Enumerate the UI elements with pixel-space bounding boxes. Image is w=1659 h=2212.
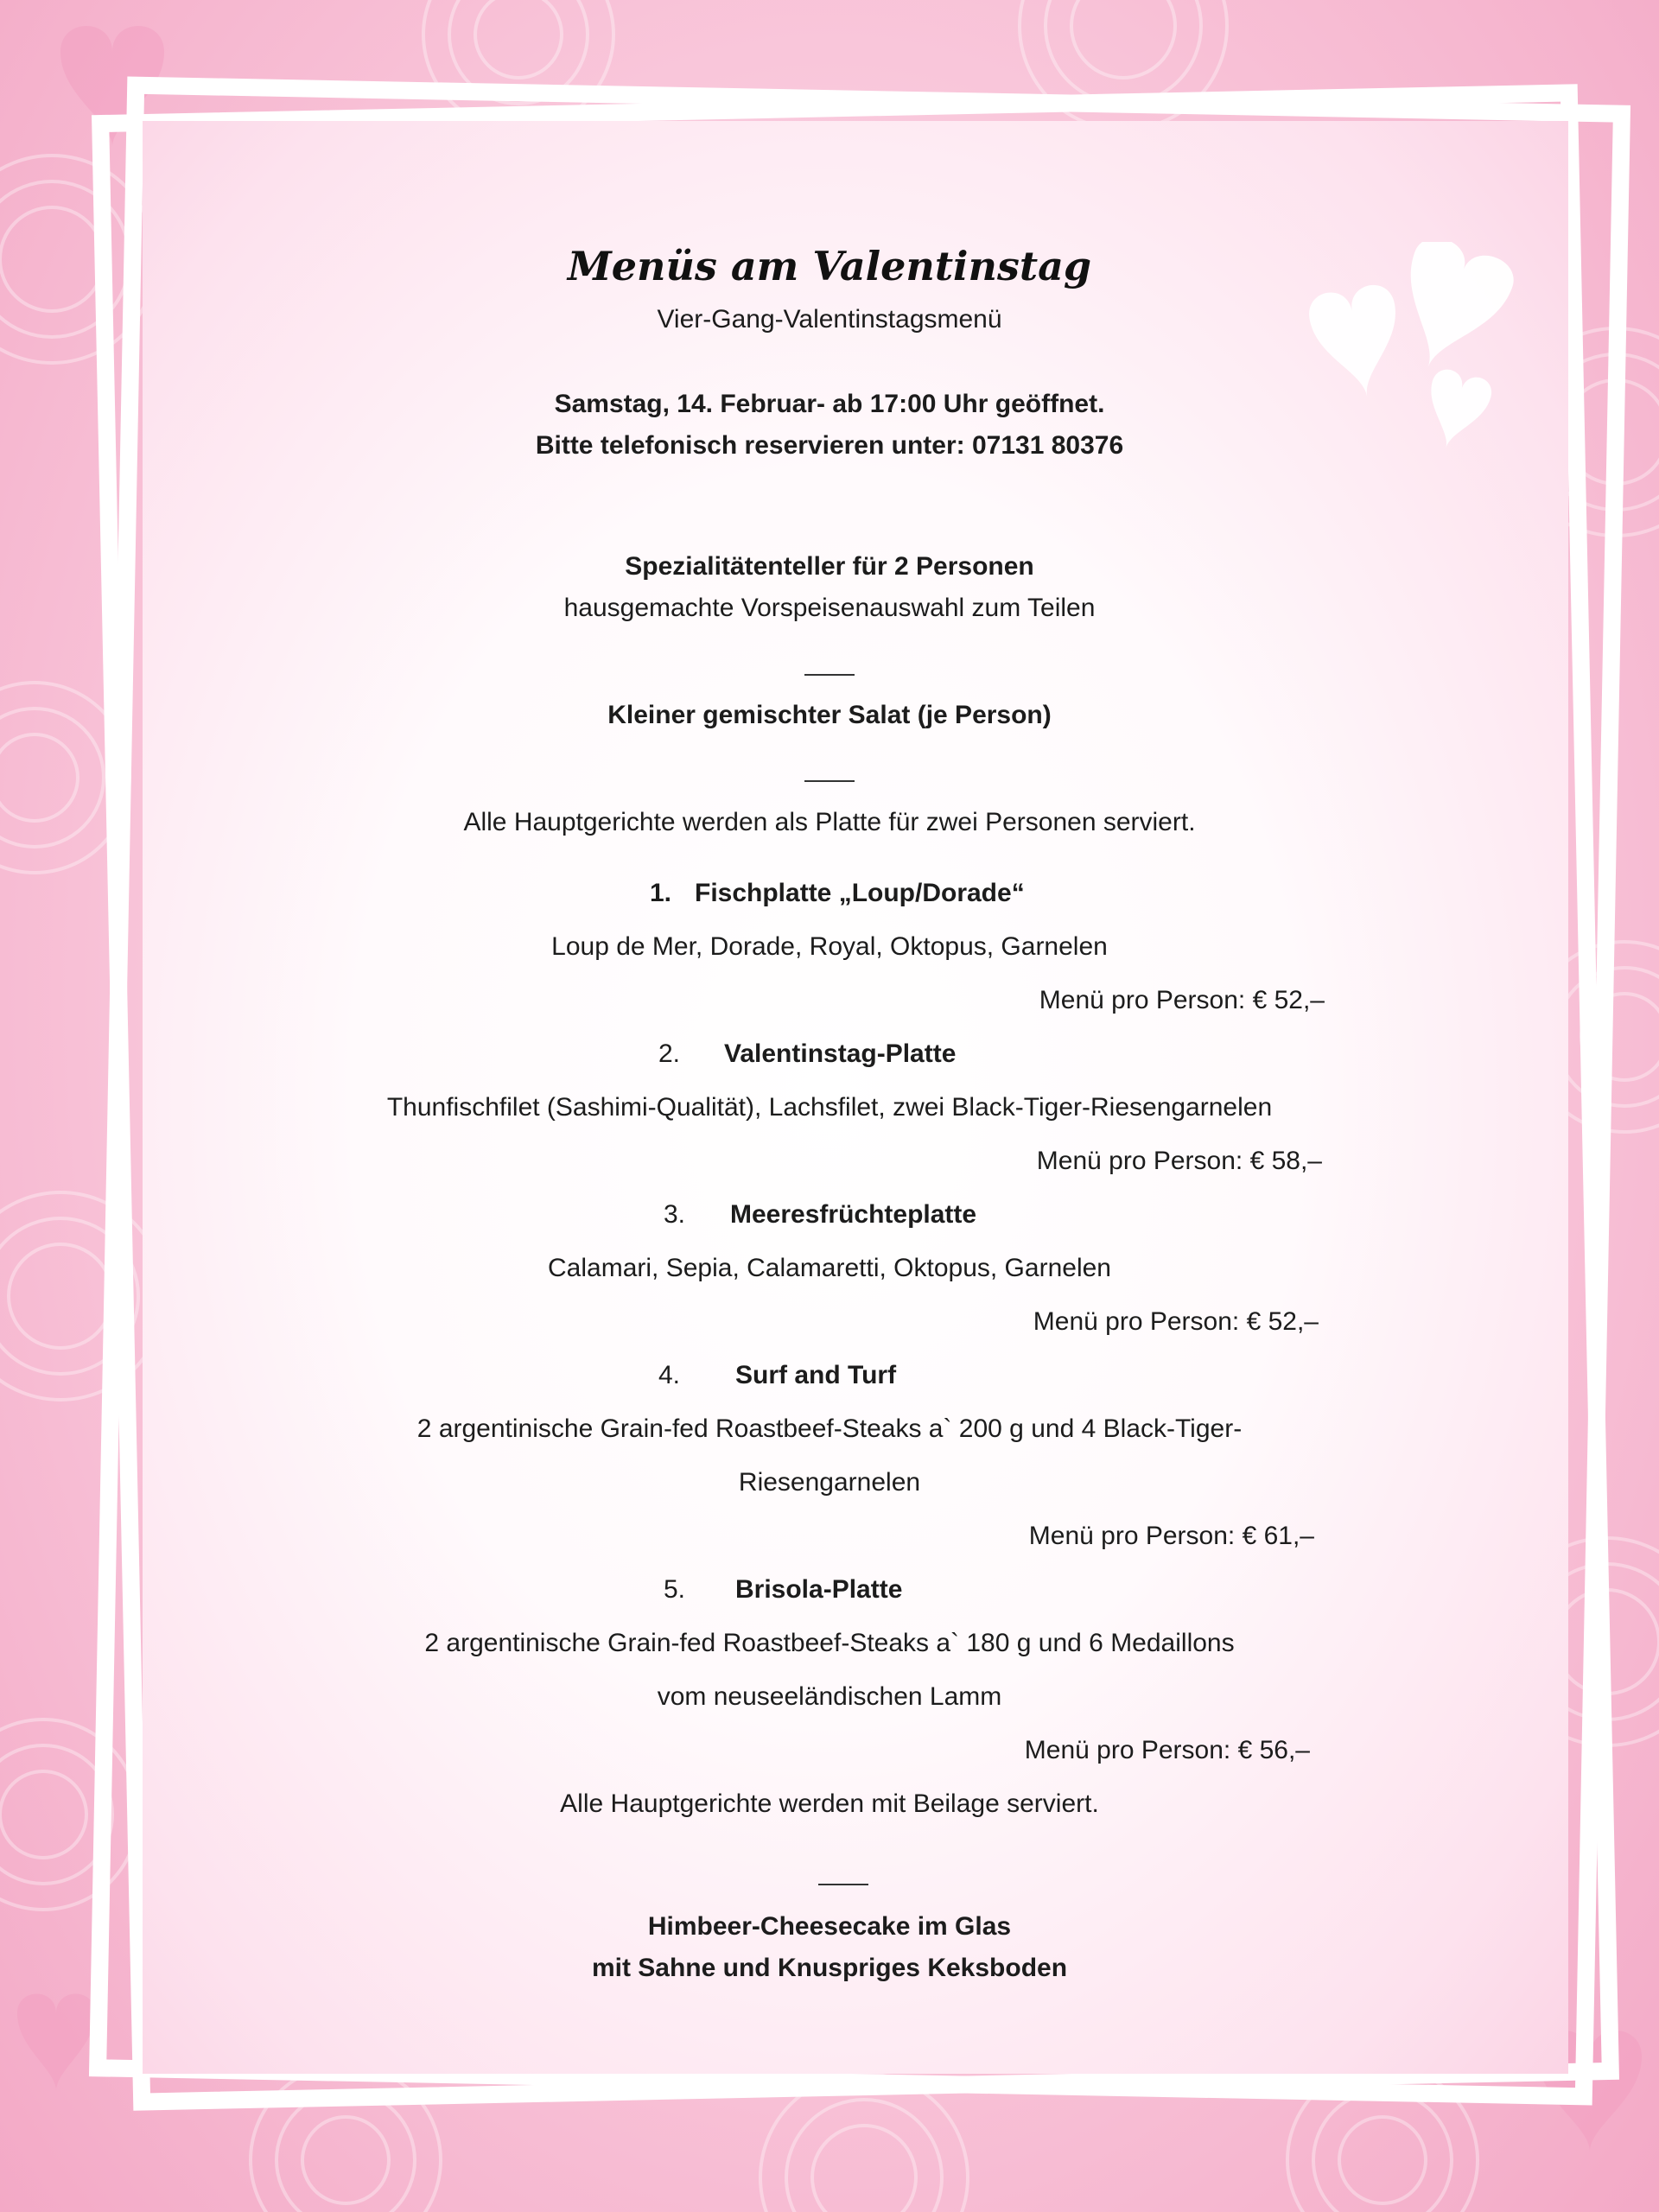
starter-description: hausgemachte Vorspeisenauswahl zum Teilen xyxy=(563,594,1096,622)
separator-line xyxy=(804,674,855,676)
course-price: Menü pro Person: € 61,– xyxy=(1028,1522,1314,1550)
separator-line xyxy=(804,780,855,782)
reservation-line: Bitte telefonisch reservieren unter: 07131 80376 xyxy=(535,431,1124,460)
course-name: Brisola-Platte xyxy=(735,1575,903,1604)
course-name: Surf and Turf xyxy=(735,1361,897,1389)
dessert-title: Himbeer-Cheesecake im Glas xyxy=(647,1912,1012,1941)
course-number: 4. xyxy=(658,1361,681,1389)
course-name: Fischplatte „Loup/Dorade“ xyxy=(695,879,1025,907)
course-description: Calamari, Sepia, Calamaretti, Oktopus, Garnelen xyxy=(548,1254,1111,1282)
dessert-subtitle: mit Sahne und Knuspriges Keksboden xyxy=(591,1954,1068,1982)
course-description: 2 argentinische Grain-fed Roastbeef-Steaks a` 200 g und 4 Black-Tiger- xyxy=(416,1414,1243,1443)
course-description: Thunfischfilet (Sashimi-Qualität), Lachsfilet, zwei Black-Tiger-Riesengarnelen xyxy=(386,1093,1273,1122)
course-description: Riesengarnelen xyxy=(738,1468,921,1497)
course-number: 5. xyxy=(664,1575,686,1604)
course-name: Meeresfrüchteplatte xyxy=(730,1200,977,1229)
menu-subtitle: Vier-Gang-Valentinstagsmenü xyxy=(657,305,1002,334)
course-number: 1. xyxy=(650,879,672,907)
course-name: Valentinstag-Platte xyxy=(724,1039,957,1068)
menu-title: Menüs am Valentinstag xyxy=(567,243,1092,289)
starter-title: Spezialitätenteller für 2 Personen xyxy=(625,552,1034,581)
course-description: 2 argentinische Grain-fed Roastbeef-Steaks a` 180 g und 6 Medaillons xyxy=(424,1629,1235,1657)
course-price: Menü pro Person: € 58,– xyxy=(1036,1147,1322,1175)
course-price: Menü pro Person: € 52,– xyxy=(1033,1307,1319,1336)
mains-intro: Alle Hauptgerichte werden als Platte für zwei Personen serviert. xyxy=(463,808,1196,836)
course-description: Loup de Mer, Dorade, Royal, Oktopus, Garnelen xyxy=(551,932,1108,961)
course-description: vom neuseeländischen Lamm xyxy=(657,1682,1002,1711)
course-number: 3. xyxy=(664,1200,686,1229)
course-number: 2. xyxy=(658,1039,681,1068)
opening-date-line: Samstag, 14. Februar- ab 17:00 Uhr geöffnet. xyxy=(554,390,1105,418)
separator-line xyxy=(818,1884,868,1885)
salad-title: Kleiner gemischter Salat (je Person) xyxy=(607,701,1052,729)
course-price: Menü pro Person: € 52,– xyxy=(1039,986,1325,1014)
mains-footer: Alle Hauptgerichte werden mit Beilage serviert. xyxy=(560,1789,1099,1818)
course-price: Menü pro Person: € 56,– xyxy=(1024,1736,1310,1764)
